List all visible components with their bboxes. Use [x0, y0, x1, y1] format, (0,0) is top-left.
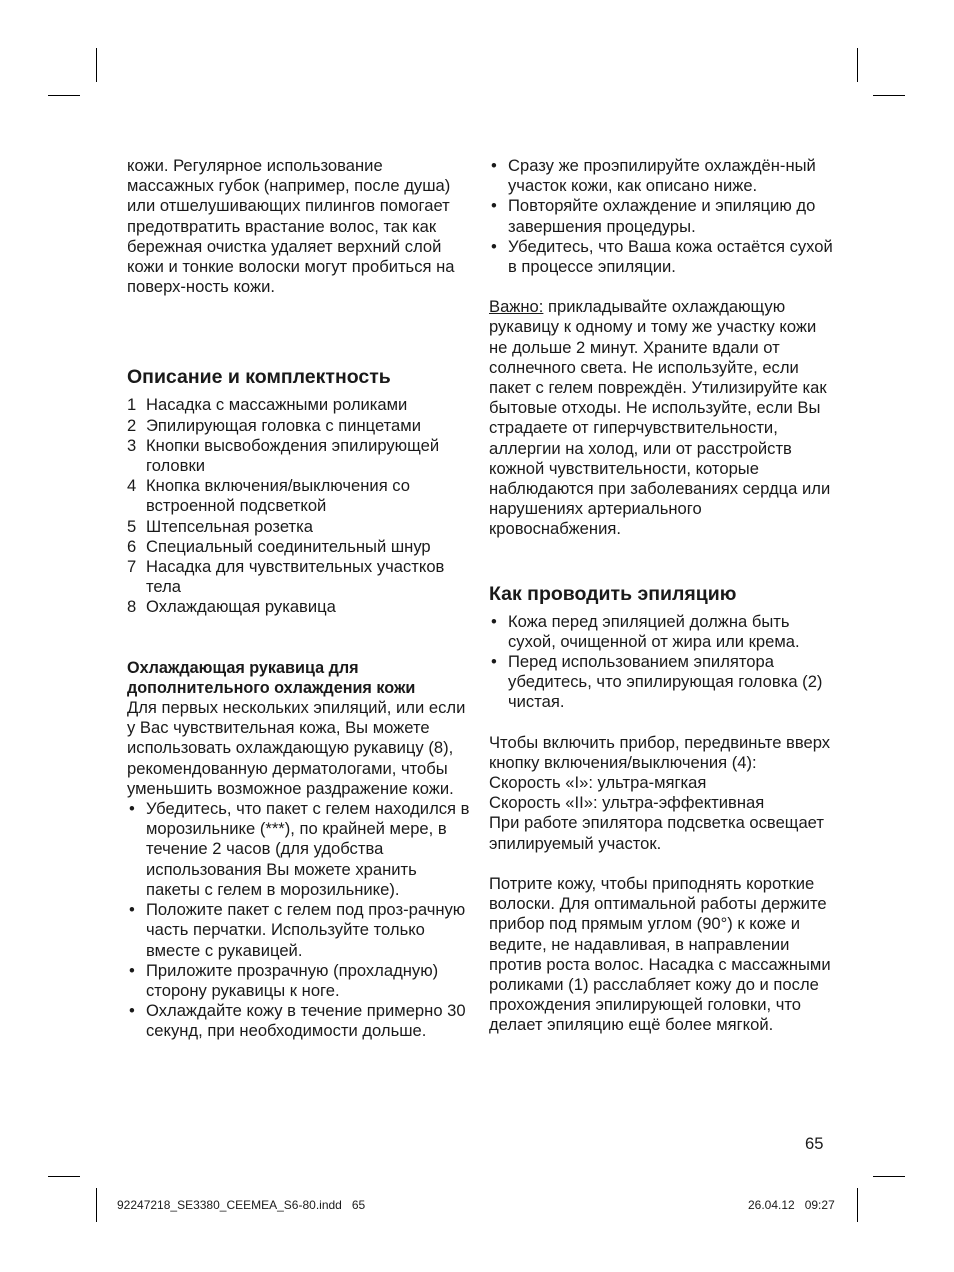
list-item: 1 Насадка с массажными роликами [127, 395, 408, 415]
crop-mark [48, 1176, 80, 1177]
right-column [489, 156, 834, 1036]
list-item: 5 Штепсельная розетка [127, 516, 313, 536]
section-title-how-to: Как проводить эпиляцию [489, 582, 737, 605]
list-item: • Положите пакет с гелем под проз-рачную часть перчатки. Используйте только вместе с рукавицей. [129, 900, 466, 960]
list-item: • Приложите прозрачную (прохладную) сторону рукавицы к ноге. [129, 960, 439, 1000]
section-title-description: Описание и комплектность [127, 366, 391, 389]
crop-mark [857, 48, 858, 82]
speed-1-line: Скорость «I»: ультра-мягкая [489, 773, 707, 793]
intro-paragraph: кожи. Регулярное использование массажных губок (например, после душа) или отшелушивающих пилингов помогает предотвратить врастание волос, так как бережная очистка удаляет верхний слой кожи и тонкие волоски могут пробиться на поверх-ность кожи. [127, 156, 455, 297]
list-item: 3 Кнопки высвобождения эпилирующей головки [127, 435, 440, 476]
list-item: • Убедитесь, что пакет с гелем находился в морозильнике (***), по крайней мере, в течение 2 часов (для удобства использования Вы можете хранить пакеты с гелем в морозильнике). [129, 799, 470, 899]
speed-2-line: Скорость «II»: ультра-эффективная [489, 793, 765, 813]
list-item: • Кожа перед эпиляцией должна быть сухой, очищенной от жира или крема. [491, 611, 800, 651]
crop-mark [873, 1176, 905, 1177]
glove-steps-list [127, 799, 472, 1041]
list-item: 6 Специальный соединительный шнур [127, 536, 431, 556]
page-number: 65 [805, 1134, 824, 1153]
list-item: • Повторяйте охлаждение и эпиляцию до завершения процедуры. [491, 196, 816, 236]
important-label: Важно: [489, 297, 544, 317]
crop-mark [873, 95, 905, 96]
subhead-cooling-glove: Охлаждающая рукавица для дополнительного охлаждения кожи [127, 658, 416, 697]
list-item: • Перед использованием эпилятора убедитесь, что эпилирующая головка (2) чистая. [491, 652, 823, 712]
technique-paragraph: Потрите кожу, чтобы приподнять короткие волоски. Для оптимальной работы держите прибор под прямым углом (90°) к коже и ведите, не надавливая, в направлении против роста волос. Насадка с массажными роликами (1) расслабляет кожу до и после прохождения эпилирующей головки, что делает эпиляцию ещё более мягкой. [489, 873, 831, 1035]
crop-mark [96, 1188, 97, 1222]
cooling-glove-paragraph: Для первых нескольких эпиляций, или если у Вас чувствительная кожа, Вы можете использовать охлаждающую рукавицу (8), рекомендованную дерматологами, чтобы уменьшить возможное раздражение кожи. [127, 698, 466, 798]
footer-file-slug: 92247218_SE3380_CEEMEA_S6-80.indd 65 [117, 1198, 366, 1212]
list-item: • Охлаждайте кожу в течение примерно 30 секунд, при необходимости дольше. [129, 1001, 466, 1041]
footer-datetime-slug: 26.04.12 09:27 [748, 1198, 835, 1212]
list-item: • Сразу же проэпилируйте охлаждён-ный участок кожи, как описано ниже. [491, 156, 816, 196]
light-line: При работе эпилятора подсветка освещает эпилируемый участок. [489, 813, 824, 853]
list-item: • Убедитесь, что Ваша кожа остаётся сухой в процессе эпиляции. [491, 236, 833, 277]
list-item: 4 Кнопка включения/выключения со встроенной подсветкой [127, 476, 411, 516]
important-note: Важно: прикладывайте охлаждающую рукавицу к одному и тому же участку кожи не дольше 2 минут. Храните вдали от солнечного света. Не используйте, если пакет с гелем повреждён. Утилизируйте как бытовые отходы. Не используйте, если Вы страдаете от гиперчувствительности, аллергии на холод, или от расстройств кожной чувствительности, которые наблюдаются при заболеваниях сердца или нарушениях артериального кровоснабжения. [489, 297, 831, 539]
list-item: 8 Охлаждающая рукавица [127, 597, 336, 617]
cooling-glove-section [127, 658, 472, 799]
switch-on-paragraph: Чтобы включить прибор, передвиньте вверх кнопку включения/выключения (4): [489, 732, 831, 772]
crop-mark [96, 48, 97, 82]
prep-list [489, 612, 834, 713]
list-item: 7 Насадка для чувствительных участков тела [127, 557, 445, 597]
components-list [127, 395, 472, 617]
crop-mark [857, 1188, 858, 1222]
list-item: 2 Эпилирующая головка с пинцетами [127, 415, 421, 435]
switch-on-block [489, 733, 834, 854]
cooling-steps-list [489, 156, 834, 277]
crop-mark [48, 95, 80, 96]
left-column [127, 156, 472, 1042]
